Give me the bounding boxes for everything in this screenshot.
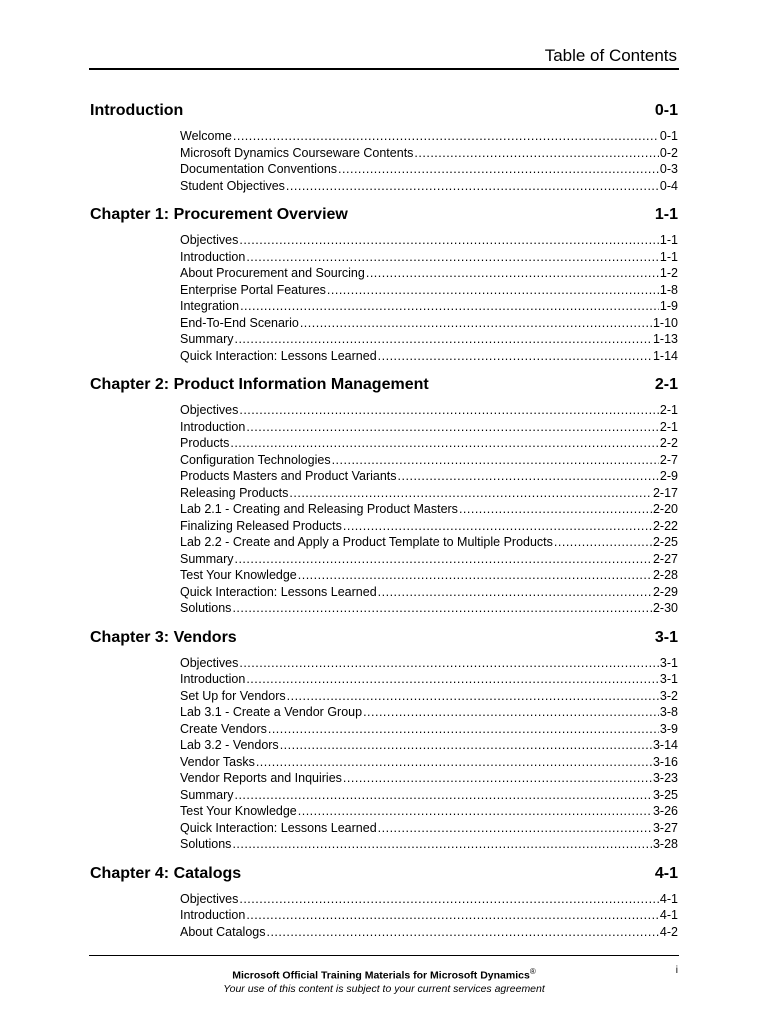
toc-entry-page: 2-20 — [652, 502, 678, 516]
toc-entry-title: Documentation Conventions — [180, 162, 338, 176]
toc-entry-page: 4-1 — [659, 891, 678, 906]
toc-entry-title: Lab 3.2 - Vendors — [180, 738, 279, 752]
dot-leader — [343, 518, 652, 535]
toc-entry[interactable] — [180, 836, 678, 853]
chapter-title: Chapter 3: Vendors — [90, 628, 237, 646]
toc-entry[interactable] — [180, 907, 678, 924]
toc-entry[interactable] — [180, 721, 678, 738]
toc-entry-page: 2-29 — [652, 584, 678, 599]
dot-leader — [239, 891, 659, 908]
chapter-heading[interactable] — [90, 204, 678, 226]
dot-leader — [230, 435, 659, 452]
toc-entry-title: Quick Interaction: Lessons Learned — [180, 584, 377, 599]
footer-title-text: Microsoft Official Training Materials for Microsoft Dynamics — [232, 969, 530, 982]
toc-entry[interactable] — [180, 671, 678, 688]
toc-entry-title: Introduction — [180, 908, 246, 922]
chapter-entry-list — [180, 128, 678, 194]
toc-entry-page: 3-16 — [652, 754, 678, 769]
toc-chapter — [90, 100, 678, 194]
toc-entry[interactable] — [180, 891, 678, 908]
toc-entry-title: Finalizing Released Products — [180, 518, 342, 533]
toc-entry-title: Lab 2.1 - Creating and Releasing Product Masters — [180, 502, 458, 516]
chapter-title: Chapter 2: Product Information Management — [90, 376, 429, 393]
toc-entry[interactable] — [180, 501, 678, 518]
toc-entry-page: 2-30 — [652, 601, 678, 615]
toc-entry-title: Products Masters and Product Variants — [180, 469, 397, 483]
toc-entry-title: Introduction — [180, 249, 246, 264]
toc-entry-page: 2-1 — [659, 419, 678, 434]
toc-entry[interactable] — [180, 803, 678, 820]
dot-leader — [256, 754, 652, 771]
chapter-entry-list — [180, 402, 678, 617]
toc-entry-title: About Catalogs — [180, 924, 266, 939]
dot-leader — [300, 315, 652, 332]
footer-divider — [89, 955, 679, 956]
toc-entry[interactable] — [180, 655, 678, 672]
toc-entry-page: 1-1 — [659, 249, 678, 264]
dot-leader — [414, 145, 659, 162]
toc-entry[interactable] — [180, 128, 678, 145]
toc-entry[interactable] — [180, 518, 678, 535]
dot-leader — [378, 584, 652, 601]
toc-entry-title: Configuration Technologies — [180, 452, 331, 467]
toc-entry-title: Summary — [180, 332, 234, 346]
toc-entry-page: 3-1 — [659, 655, 678, 670]
toc-entry[interactable] — [180, 298, 678, 315]
toc-entry[interactable] — [180, 435, 678, 452]
chapter-entry-list — [180, 891, 678, 941]
toc-entry-page: 1-8 — [659, 282, 678, 297]
chapter-heading[interactable] — [90, 374, 678, 396]
dot-leader — [343, 770, 652, 787]
dot-leader — [378, 348, 652, 365]
toc-entry-page: 3-1 — [659, 672, 678, 686]
toc-entry-title: Welcome — [180, 129, 232, 143]
toc-entry-title: Introduction — [180, 672, 246, 686]
chapter-heading[interactable] — [90, 627, 678, 649]
toc-entry-page: 1-10 — [652, 315, 678, 330]
dot-leader — [289, 485, 652, 502]
toc-entry-title: Summary — [180, 787, 234, 802]
dot-leader — [287, 688, 659, 705]
dot-leader — [239, 655, 659, 672]
toc-entry-page: 1-13 — [652, 332, 678, 346]
toc-entry[interactable] — [180, 704, 678, 721]
toc-entry[interactable] — [180, 688, 678, 705]
toc-entry-title: Objectives — [180, 403, 239, 417]
chapter-heading[interactable] — [90, 863, 678, 885]
toc-entry-title: Student Objectives — [180, 178, 285, 193]
dot-leader — [266, 924, 658, 941]
dot-leader — [239, 402, 659, 419]
toc-entry[interactable] — [180, 145, 678, 162]
toc-entry[interactable] — [180, 600, 678, 617]
footer-title — [0, 967, 768, 982]
toc-entry[interactable] — [180, 452, 678, 469]
toc-entry-page: 2-1 — [659, 403, 678, 417]
dot-leader — [280, 737, 652, 754]
toc-entry-title: Introduction — [180, 419, 246, 434]
chapter-heading[interactable] — [90, 100, 678, 122]
toc-entry[interactable] — [180, 178, 678, 195]
dot-leader — [327, 282, 659, 299]
dot-leader — [459, 501, 652, 518]
chapter-page: 1-1 — [654, 206, 678, 223]
dot-leader — [332, 452, 659, 469]
toc-entry-title: Create Vendors — [180, 721, 267, 736]
toc-entry[interactable] — [180, 161, 678, 178]
chapter-page: 2-1 — [654, 376, 678, 393]
toc-entry-page: 3-8 — [659, 705, 678, 719]
toc-entry-title: Releasing Products — [180, 485, 289, 500]
toc-entry-title: Summary — [180, 551, 234, 566]
toc-entry-page: 1-1 — [659, 233, 678, 247]
page-header-title: Table of Contents — [544, 46, 677, 65]
chapter-title: Chapter 4: Catalogs — [90, 864, 242, 882]
dot-leader — [246, 671, 659, 688]
toc-entry[interactable] — [180, 468, 678, 485]
toc-entry-title: Test Your Knowledge — [180, 804, 297, 818]
toc-entry-page: 2-2 — [659, 436, 678, 450]
toc-entry-page: 2-25 — [652, 535, 678, 549]
page-number: i — [675, 965, 678, 976]
dot-leader — [268, 721, 659, 738]
toc-entry-title: Solutions — [180, 601, 232, 615]
toc-entry-title: End-To-End Scenario — [180, 315, 299, 330]
toc-entry-page: 3-26 — [652, 804, 678, 818]
toc-entry[interactable] — [180, 348, 678, 365]
dot-leader — [398, 468, 659, 485]
dot-leader — [378, 820, 652, 837]
toc-entry[interactable] — [180, 924, 678, 941]
toc-entry[interactable] — [180, 787, 678, 804]
toc-entry-title: Objectives — [180, 655, 239, 670]
toc-entry-title: Enterprise Portal Features — [180, 282, 326, 297]
chapter-entry-list — [180, 655, 678, 853]
toc-entry-page: 2-27 — [652, 551, 678, 566]
footer-license-note: Your use of this content is subject to your current services agreement — [223, 983, 545, 995]
toc-entry-page: 3-25 — [652, 787, 678, 802]
toc-entry[interactable] — [180, 737, 678, 754]
toc-entry[interactable] — [180, 534, 678, 551]
table-of-contents — [90, 100, 678, 950]
dot-leader — [232, 836, 652, 853]
toc-entry-title: Objectives — [180, 891, 239, 906]
toc-entry-page: 3-9 — [659, 721, 678, 736]
toc-entry[interactable] — [180, 265, 678, 282]
toc-entry-title: Vendor Reports and Inquiries — [180, 771, 342, 785]
toc-entry-page: 1-2 — [659, 266, 678, 280]
toc-entry-page: 2-22 — [652, 518, 678, 533]
dot-leader — [338, 161, 659, 178]
chapter-title: Introduction — [90, 102, 184, 119]
dot-leader — [246, 419, 659, 436]
toc-entry[interactable] — [180, 282, 678, 299]
toc-entry[interactable] — [180, 315, 678, 332]
chapter-entry-list — [180, 232, 678, 364]
toc-entry-title: Test Your Knowledge — [180, 568, 297, 582]
toc-entry-title: Quick Interaction: Lessons Learned — [180, 348, 377, 363]
toc-entry-title: Microsoft Dynamics Courseware Contents — [180, 145, 414, 160]
toc-entry-page: 2-28 — [652, 568, 678, 582]
toc-entry-page: 2-7 — [659, 452, 678, 467]
toc-chapter — [90, 627, 678, 853]
toc-entry-title: About Procurement and Sourcing — [180, 266, 365, 280]
dot-leader — [363, 704, 659, 721]
toc-chapter — [90, 374, 678, 617]
toc-entry-page: 4-2 — [659, 924, 678, 939]
toc-entry[interactable] — [180, 331, 678, 348]
toc-entry[interactable] — [180, 249, 678, 266]
toc-entry-page: 3-14 — [652, 738, 678, 752]
toc-entry[interactable] — [180, 485, 678, 502]
toc-entry[interactable] — [180, 567, 678, 584]
toc-chapter — [90, 863, 678, 941]
toc-entry-page: 1-14 — [652, 348, 678, 363]
toc-entry-page: 3-28 — [652, 837, 678, 851]
dot-leader — [234, 787, 651, 804]
footer-registered-mark: ® — [529, 967, 536, 976]
toc-entry[interactable] — [180, 551, 678, 568]
toc-entry[interactable] — [180, 820, 678, 837]
toc-entry-title: Lab 3.1 - Create a Vendor Group — [180, 705, 363, 719]
dot-leader — [366, 265, 659, 282]
toc-entry[interactable] — [180, 232, 678, 249]
chapter-title: Chapter 1: Procurement Overview — [90, 206, 348, 223]
toc-entry-page: 4-1 — [659, 908, 678, 922]
toc-entry-title: Products — [180, 436, 230, 450]
chapter-page: 4-1 — [654, 864, 678, 882]
dot-leader — [554, 534, 652, 551]
toc-entry-page: 3-27 — [652, 820, 678, 835]
dot-leader — [298, 803, 652, 820]
toc-entry[interactable] — [180, 419, 678, 436]
dot-leader — [234, 551, 651, 568]
toc-entry-title: Solutions — [180, 837, 232, 851]
toc-entry-title: Integration — [180, 299, 240, 313]
toc-entry-page: 3-2 — [659, 688, 678, 703]
toc-entry-page: 2-17 — [652, 485, 678, 500]
toc-entry-title: Vendor Tasks — [180, 754, 255, 769]
dot-leader — [246, 249, 659, 266]
dot-leader — [234, 331, 651, 348]
toc-entry-page: 0-4 — [659, 178, 678, 193]
toc-entry-page: 0-2 — [659, 145, 678, 160]
dot-leader — [240, 298, 659, 315]
dot-leader — [232, 600, 652, 617]
header-divider — [89, 68, 679, 70]
chapter-page: 3-1 — [654, 628, 678, 646]
dot-leader — [246, 907, 659, 924]
dot-leader — [239, 232, 659, 249]
toc-entry-page: 3-23 — [652, 771, 678, 785]
toc-entry-page: 0-3 — [659, 162, 678, 176]
dot-leader — [286, 178, 659, 195]
dot-leader — [233, 128, 659, 145]
toc-entry-title: Objectives — [180, 233, 239, 247]
toc-entry[interactable] — [180, 770, 678, 787]
dot-leader — [298, 567, 652, 584]
toc-entry[interactable] — [180, 584, 678, 601]
toc-entry[interactable] — [180, 402, 678, 419]
toc-entry-page: 0-1 — [659, 129, 678, 143]
toc-entry-title: Lab 2.2 - Create and Apply a Product Template to Multiple Products — [180, 535, 553, 549]
toc-entry[interactable] — [180, 754, 678, 771]
toc-entry-page: 2-9 — [659, 469, 678, 483]
toc-entry-title: Set Up for Vendors — [180, 688, 286, 703]
toc-entry-page: 1-9 — [659, 299, 678, 313]
toc-entry-title: Quick Interaction: Lessons Learned — [180, 820, 377, 835]
toc-chapter — [90, 204, 678, 364]
chapter-page: 0-1 — [654, 102, 678, 119]
